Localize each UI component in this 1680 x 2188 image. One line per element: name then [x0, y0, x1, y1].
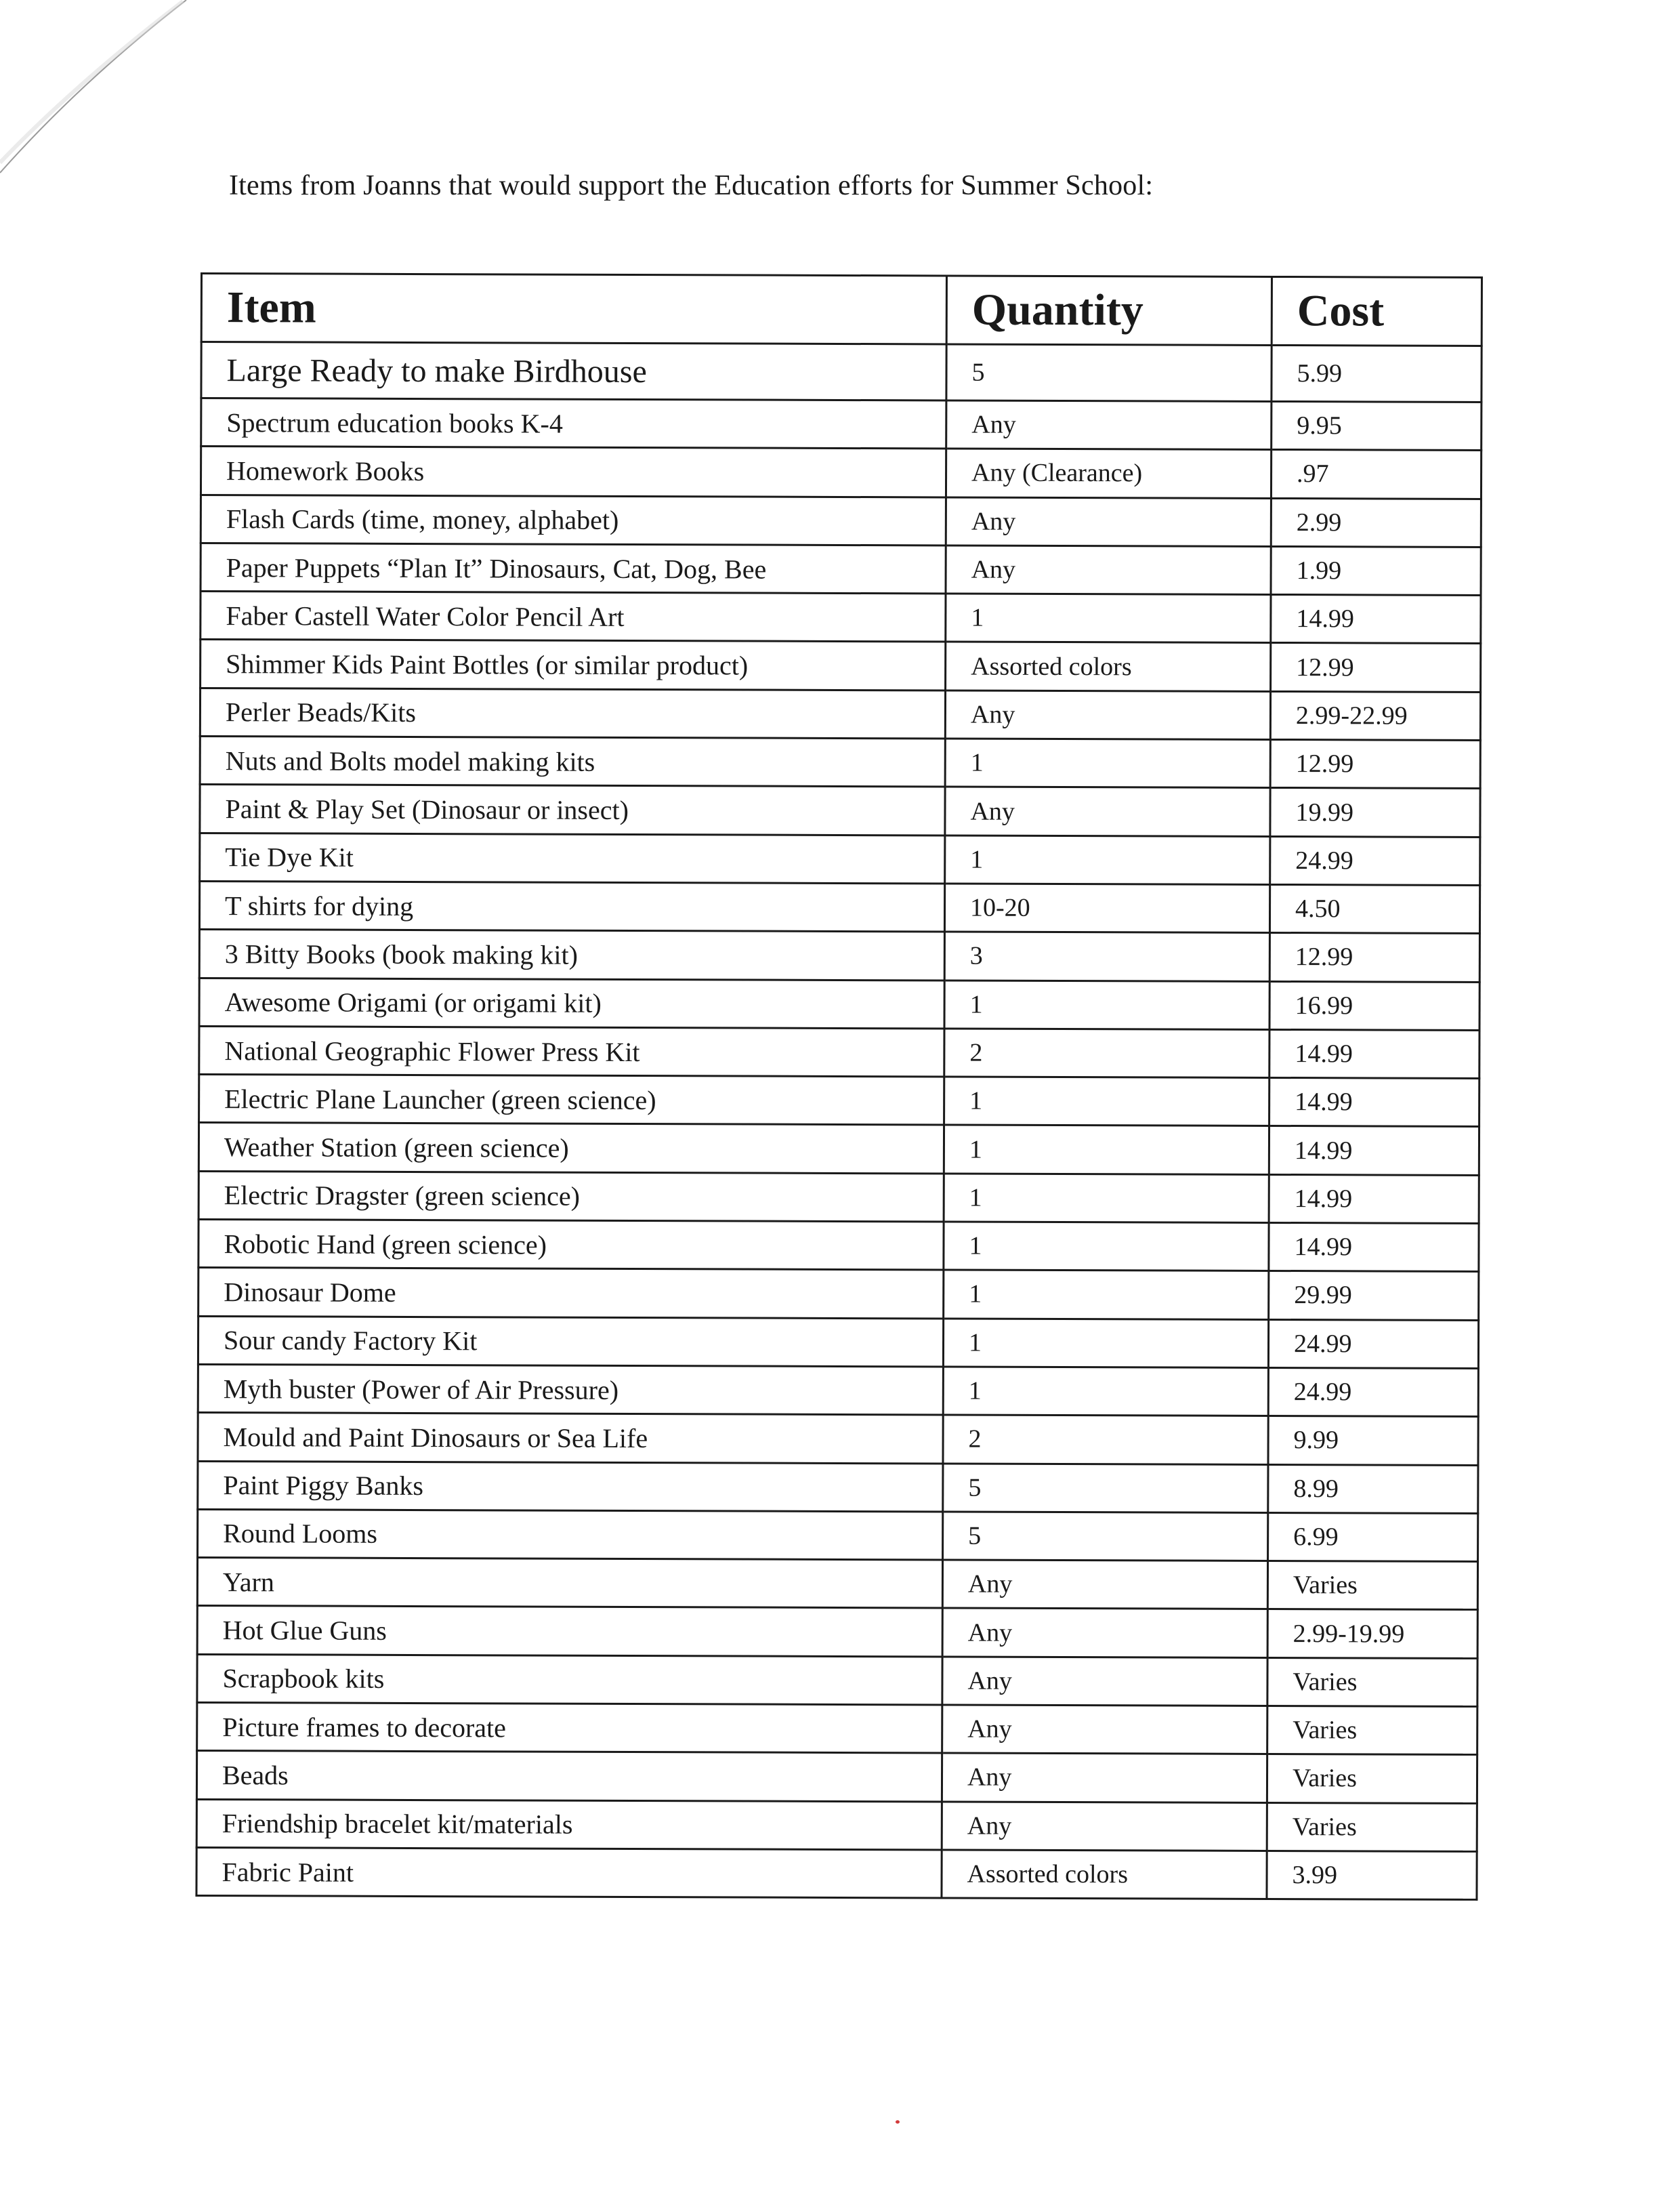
table-row	[197, 1703, 1477, 1755]
table-row	[201, 640, 1481, 692]
cell-quantity: 1	[944, 981, 1269, 1030]
table-row	[199, 930, 1479, 982]
cell-item: Beads	[196, 1751, 942, 1802]
cell-cost: 8.99	[1268, 1464, 1478, 1513]
table-row	[201, 447, 1481, 499]
cell-cost: 3.99	[1267, 1851, 1477, 1899]
cell-cost: 4.50	[1269, 884, 1479, 933]
cell-quantity: 1	[946, 594, 1271, 643]
cell-quantity: 1	[944, 1222, 1269, 1271]
cell-item: Tie Dye Kit	[200, 833, 945, 884]
cell-cost: 14.99	[1269, 1029, 1479, 1078]
cell-item: 3 Bitty Books (book making kit)	[199, 930, 944, 981]
cell-quantity: Any	[945, 787, 1270, 836]
table-row	[198, 1171, 1479, 1223]
cell-cost: Varies	[1267, 1561, 1477, 1610]
table-row	[199, 1026, 1479, 1078]
column-header-item: Item	[201, 274, 946, 344]
cell-quantity: Any (Clearance)	[946, 449, 1271, 498]
cell-item: Shimmer Kids Paint Bottles (or similar product)	[201, 640, 946, 690]
cell-cost: 6.99	[1268, 1512, 1478, 1561]
cell-quantity: 2	[943, 1415, 1268, 1464]
table-row	[197, 1558, 1477, 1610]
table-row	[200, 785, 1480, 837]
cell-item: Nuts and Bolts model making kits	[200, 737, 945, 787]
cell-cost: 16.99	[1269, 981, 1479, 1030]
table-row	[196, 1751, 1477, 1803]
cell-item: Large Ready to make Birdhouse	[201, 342, 946, 400]
table-row	[199, 1075, 1479, 1127]
cell-item: Hot Glue Guns	[197, 1606, 942, 1657]
cell-item: Yarn	[197, 1558, 942, 1609]
cell-item: Weather Station (green science)	[198, 1123, 944, 1174]
table-row	[201, 592, 1481, 644]
cell-quantity: 1	[944, 1077, 1269, 1126]
cell-item: Round Looms	[198, 1509, 943, 1560]
cell-item: Dinosaur Dome	[198, 1268, 944, 1319]
cell-cost: 14.99	[1269, 1174, 1479, 1223]
cell-cost: Varies	[1267, 1754, 1477, 1803]
table-row	[198, 1268, 1479, 1320]
cell-quantity: 1	[945, 739, 1270, 788]
cell-quantity: Any	[945, 690, 1270, 740]
cell-quantity: 2	[944, 1029, 1269, 1078]
cell-item: T shirts for dying	[199, 881, 944, 932]
cell-cost: .97	[1271, 450, 1481, 499]
column-header-quantity: Quantity	[946, 276, 1272, 346]
cell-cost: Varies	[1267, 1706, 1477, 1754]
cell-quantity: 1	[944, 1125, 1269, 1174]
cell-quantity: Any	[942, 1753, 1267, 1802]
cell-item: Paint Piggy Banks	[198, 1461, 943, 1512]
table-row	[201, 398, 1482, 451]
cell-cost: 2.99-19.99	[1267, 1609, 1477, 1658]
cell-item: Scrapbook kits	[197, 1654, 942, 1705]
cell-quantity: Any	[946, 400, 1272, 450]
cell-quantity: 1	[945, 835, 1270, 885]
cell-quantity: 1	[943, 1367, 1268, 1416]
cell-quantity: Any	[942, 1608, 1267, 1657]
table-header-row	[201, 274, 1482, 346]
cell-cost: Varies	[1267, 1802, 1477, 1851]
table-row	[197, 1654, 1477, 1706]
cell-cost: 29.99	[1269, 1271, 1479, 1320]
items-table	[195, 272, 1483, 1901]
cell-quantity: Assorted colors	[946, 642, 1271, 691]
table-row	[198, 1461, 1478, 1513]
cell-quantity: 1	[944, 1174, 1269, 1223]
cell-quantity: 10-20	[944, 884, 1269, 933]
table-row	[198, 1509, 1478, 1561]
cell-quantity: 5	[943, 1463, 1268, 1512]
table-row	[198, 1316, 1478, 1368]
cell-cost: 14.99	[1269, 1223, 1479, 1272]
cell-quantity: 5	[943, 1512, 1268, 1561]
table-row	[198, 1364, 1478, 1416]
cell-cost: 14.99	[1269, 1126, 1479, 1175]
cell-quantity: Any	[946, 497, 1271, 547]
table-body	[196, 342, 1482, 1900]
cell-quantity: 1	[943, 1319, 1268, 1368]
cell-item: Mould and Paint Dinosaurs or Sea Life	[198, 1413, 943, 1464]
cell-cost: 19.99	[1270, 788, 1480, 837]
cell-cost: 1.99	[1271, 546, 1481, 595]
cell-cost: 2.99-22.99	[1270, 691, 1480, 740]
cell-item: Sour candy Factory Kit	[198, 1316, 943, 1367]
table-row	[200, 737, 1480, 789]
cell-quantity: 5	[946, 344, 1272, 402]
cell-cost: 24.99	[1268, 1319, 1478, 1368]
table-row	[200, 833, 1480, 885]
cell-item: Electric Plane Launcher (green science)	[199, 1075, 944, 1126]
cell-item: Flash Cards (time, money, alphabet)	[201, 495, 946, 545]
cell-item: Picture frames to decorate	[197, 1703, 942, 1754]
cell-cost: 12.99	[1269, 933, 1479, 982]
table-row	[199, 881, 1479, 933]
cell-item: National Geographic Flower Press Kit	[199, 1026, 944, 1077]
table-row	[200, 688, 1480, 740]
cell-cost: 14.99	[1271, 595, 1481, 644]
cell-item: Spectrum education books K-4	[201, 398, 946, 449]
cell-cost: 12.99	[1271, 643, 1481, 692]
cell-quantity: Any	[946, 545, 1271, 595]
intro-text: Items from Joanns that would support the Education efforts for Summer School:	[229, 170, 1154, 201]
table-row	[196, 1799, 1477, 1851]
table-row	[199, 978, 1479, 1030]
cell-item: Faber Castell Water Color Pencil Art	[201, 592, 946, 642]
table-row	[201, 543, 1481, 595]
cell-cost: Varies	[1267, 1657, 1477, 1706]
table-row	[198, 1123, 1479, 1175]
cell-cost: 24.99	[1270, 836, 1480, 885]
cell-quantity: Any	[942, 1802, 1267, 1851]
cell-item: Fabric Paint	[196, 1847, 942, 1898]
cell-quantity: 1	[944, 1270, 1269, 1319]
cell-cost: 12.99	[1270, 740, 1480, 789]
cell-quantity: Assorted colors	[942, 1850, 1267, 1899]
column-header-cost: Cost	[1272, 276, 1482, 346]
table-row	[198, 1220, 1479, 1272]
cell-quantity: Any	[942, 1560, 1267, 1609]
cell-item: Paint & Play Set (Dinosaur or insect)	[200, 785, 945, 835]
cell-cost: 14.99	[1269, 1078, 1479, 1127]
cell-cost: 2.99	[1271, 498, 1481, 547]
table-row	[196, 1847, 1477, 1899]
cell-cost: 24.99	[1268, 1367, 1478, 1416]
cell-item: Robotic Hand (green science)	[198, 1220, 944, 1271]
cell-cost: 5.99	[1272, 345, 1482, 402]
cell-item: Perler Beads/Kits	[200, 688, 945, 739]
table-row	[197, 1606, 1477, 1658]
table-row	[201, 495, 1481, 547]
cell-item: Electric Dragster (green science)	[198, 1171, 944, 1222]
cell-item: Awesome Origami (or origami kit)	[199, 978, 944, 1029]
cell-item: Paper Puppets “Plan It” Dinosaurs, Cat, Dog, Bee	[201, 543, 946, 594]
cell-quantity: Any	[942, 1705, 1267, 1754]
cell-quantity: 3	[944, 932, 1269, 981]
cell-item: Homework Books	[201, 447, 946, 497]
scan-fold-mark	[0, 0, 196, 197]
scan-speck	[896, 2120, 900, 2124]
table-row	[201, 342, 1482, 402]
table-row	[198, 1413, 1478, 1465]
cell-item: Friendship bracelet kit/materials	[196, 1799, 942, 1850]
cell-quantity: Any	[942, 1657, 1267, 1706]
cell-cost: 9.95	[1272, 401, 1482, 450]
cell-item: Myth buster (Power of Air Pressure)	[198, 1364, 943, 1415]
cell-cost: 9.99	[1268, 1416, 1478, 1465]
